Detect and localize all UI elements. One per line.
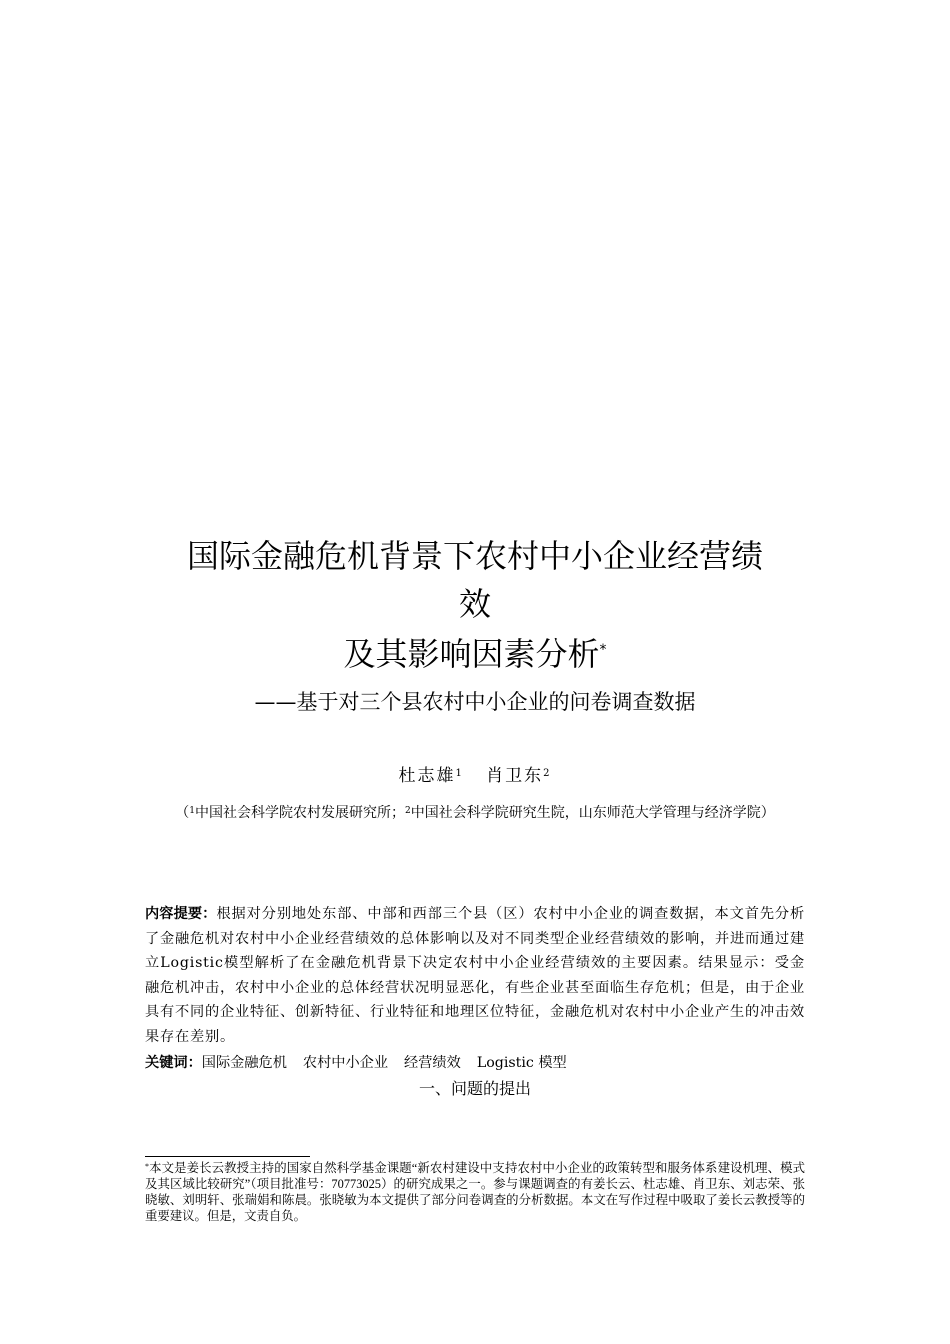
title-text-3: 及其影响因素分析 — [343, 635, 600, 673]
keywords — [145, 1051, 805, 1075]
affil-open: （ — [175, 805, 190, 821]
author-affil-mark: 1 — [455, 768, 464, 779]
section-heading: 一、问题的提出 — [418, 1079, 531, 1098]
title-text-2: 效 — [458, 585, 491, 623]
paper-title-line-3 — [140, 630, 810, 678]
affil-mark-1: 1 — [189, 806, 195, 816]
affil-text-2: 中国社会科学院研究生院，山东师范大学管理与经济学院） — [410, 805, 775, 821]
author-list — [140, 764, 810, 788]
author-name: 杜志雄 — [398, 766, 456, 786]
footnote-divider — [145, 1156, 310, 1157]
author-name: 肖卫东 — [486, 766, 544, 786]
affil-text-1: 中国社会科学院农村发展研究所； — [195, 805, 405, 821]
title-text-1: 国际金融危机背景下农村中小企业经营绩 — [186, 537, 763, 575]
paper-title-line-1 — [140, 532, 810, 580]
footnote-text: 本文是姜长云教授主持的国家自然科学基金课题“新农村建设中支持农村中小企业的政策转型和服务体系建设机理、模式及其区域比较研究”（项目批准号：70773025）的研究成果之一。参与课题调查的有姜长云、杜志雄、肖卫东、刘志荣、张晓敏、刘明轩、张瑞娟和陈晨。张晓敏为本文提供了部分问卷调查的分析数据。本文在写作过程中吸取了姜长云教授等的重要建议。但是，文责自负。 — [145, 1161, 805, 1223]
author-affil-mark: 2 — [543, 768, 552, 779]
paper-subtitle: ——基于对三个县农村中小企业的问卷调查数据 — [254, 690, 696, 714]
footnote-mark: * — [145, 1162, 149, 1171]
abstract-label: 内容提要： — [145, 906, 217, 922]
keyword: 农村中小企业 — [302, 1055, 389, 1071]
affiliations — [150, 802, 800, 825]
footnote — [145, 1160, 805, 1224]
keyword: 经营绩效 — [404, 1055, 461, 1071]
abstract — [145, 902, 805, 1050]
title-footnote-mark[interactable]: * — [599, 642, 607, 658]
affil-mark-2: 2 — [405, 806, 411, 816]
paper-title-line-2 — [140, 580, 810, 628]
abstract-text: 根据对分别地处东部、中部和西部三个县（区）农村中小企业的调查数据，本文首先分析了金融危机对农村中小企业经营绩效的总体影响以及对不同类型企业经营绩效的影响，并进而通过建立Logistic模型解析了在金融危机背景下决定农村中小企业经营绩效的主要因素。结果显示：受金融危机冲击，农村中小企业的总体经营状况明显恶化，有些企业甚至面临生存危机；但是，由于企业具有不同的企业特征、创新特征、行业特征和地理区位特征，金融危机对农村中小企业产生的冲击效果存在差别。 — [145, 906, 805, 1045]
keyword: 国际金融危机 — [201, 1055, 287, 1071]
keywords-label: 关键词： — [145, 1055, 202, 1071]
keyword: Logistic 模型 — [476, 1055, 567, 1071]
